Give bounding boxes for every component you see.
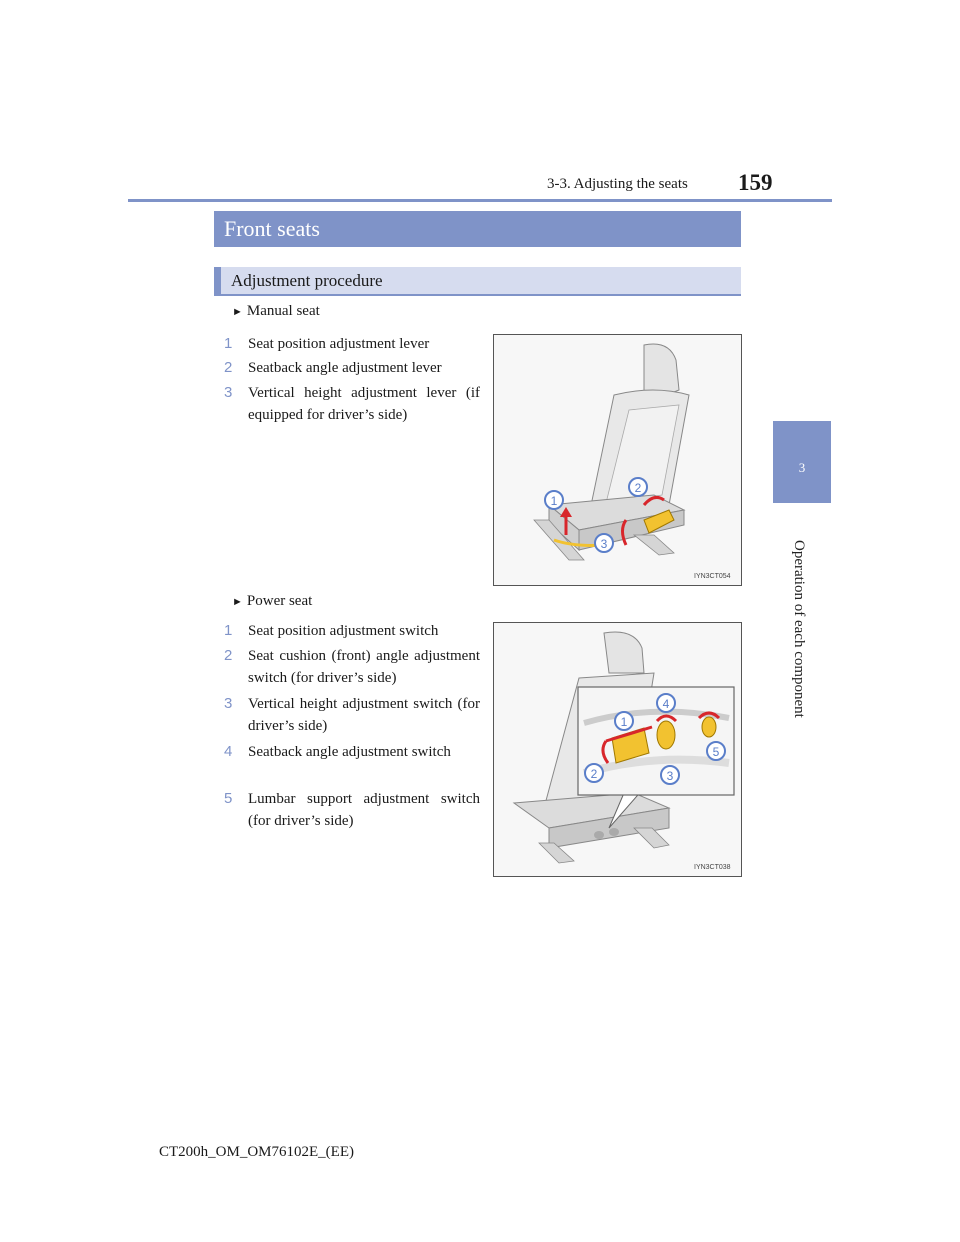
power-seat-illustration <box>494 623 741 876</box>
page-number: 159 <box>738 170 773 195</box>
power-seat-figure <box>493 622 742 877</box>
item-text: Seat position adjustment switch <box>248 623 439 639</box>
item-text: Vertical height adjustment lever (if equipped for driver’s side) <box>248 385 480 423</box>
item-number: 4 <box>224 743 233 760</box>
header-rule <box>128 199 832 202</box>
callout-number: 3 <box>666 769 674 783</box>
figure-code: IYN3CT054 <box>694 573 731 580</box>
section-title: 3-3. Adjusting the seats <box>547 176 688 192</box>
footer-doc-code: CT200h_OM_OM76102E_(EE) <box>159 1144 354 1160</box>
item-number: 1 <box>224 622 233 639</box>
chapter-title: Operation of each component <box>791 540 807 718</box>
item-number: 2 <box>224 647 233 664</box>
item-text: Vertical height adjustment switch (for driver’s side) <box>248 696 480 734</box>
item-number: 1 <box>224 335 233 352</box>
figure-code: IYN3CT038 <box>694 864 731 871</box>
manual-seat-figure <box>493 334 742 586</box>
triangle-bullet-icon: ► <box>232 596 243 608</box>
callout-number: 2 <box>590 767 598 781</box>
triangle-bullet-icon: ► <box>232 306 243 318</box>
callout-number: 1 <box>550 494 558 508</box>
manual-seat-illustration <box>494 335 741 585</box>
item-text: Seat cushion (front) angle adjustment switch (for driver’s side) <box>248 648 480 686</box>
callout-number: 5 <box>712 745 720 759</box>
item-number: 3 <box>224 384 233 401</box>
item-number: 2 <box>224 359 233 376</box>
page-title: Front seats <box>224 216 320 241</box>
callout-number: 2 <box>634 481 642 495</box>
item-number: 3 <box>224 695 233 712</box>
subtitle-accent <box>214 267 221 296</box>
callout-number: 4 <box>662 697 670 711</box>
callout-number: 3 <box>600 537 608 551</box>
item-text: Lumbar support adjustment switch (for driver’s side) <box>248 791 480 829</box>
manual-seat-heading: ► Manual seat <box>232 303 320 319</box>
item-text: Seatback angle adjustment lever <box>248 360 442 376</box>
item-number: 5 <box>224 790 233 807</box>
item-text: Seatback angle adjustment switch <box>248 744 451 760</box>
subtitle: Adjustment procedure <box>231 271 383 290</box>
power-seat-heading: ► Power seat <box>232 593 313 609</box>
callout-number: 1 <box>620 715 628 729</box>
subtitle-underline <box>214 294 741 296</box>
item-text: Seat position adjustment lever <box>248 336 430 352</box>
chapter-number: 3 <box>798 460 806 475</box>
